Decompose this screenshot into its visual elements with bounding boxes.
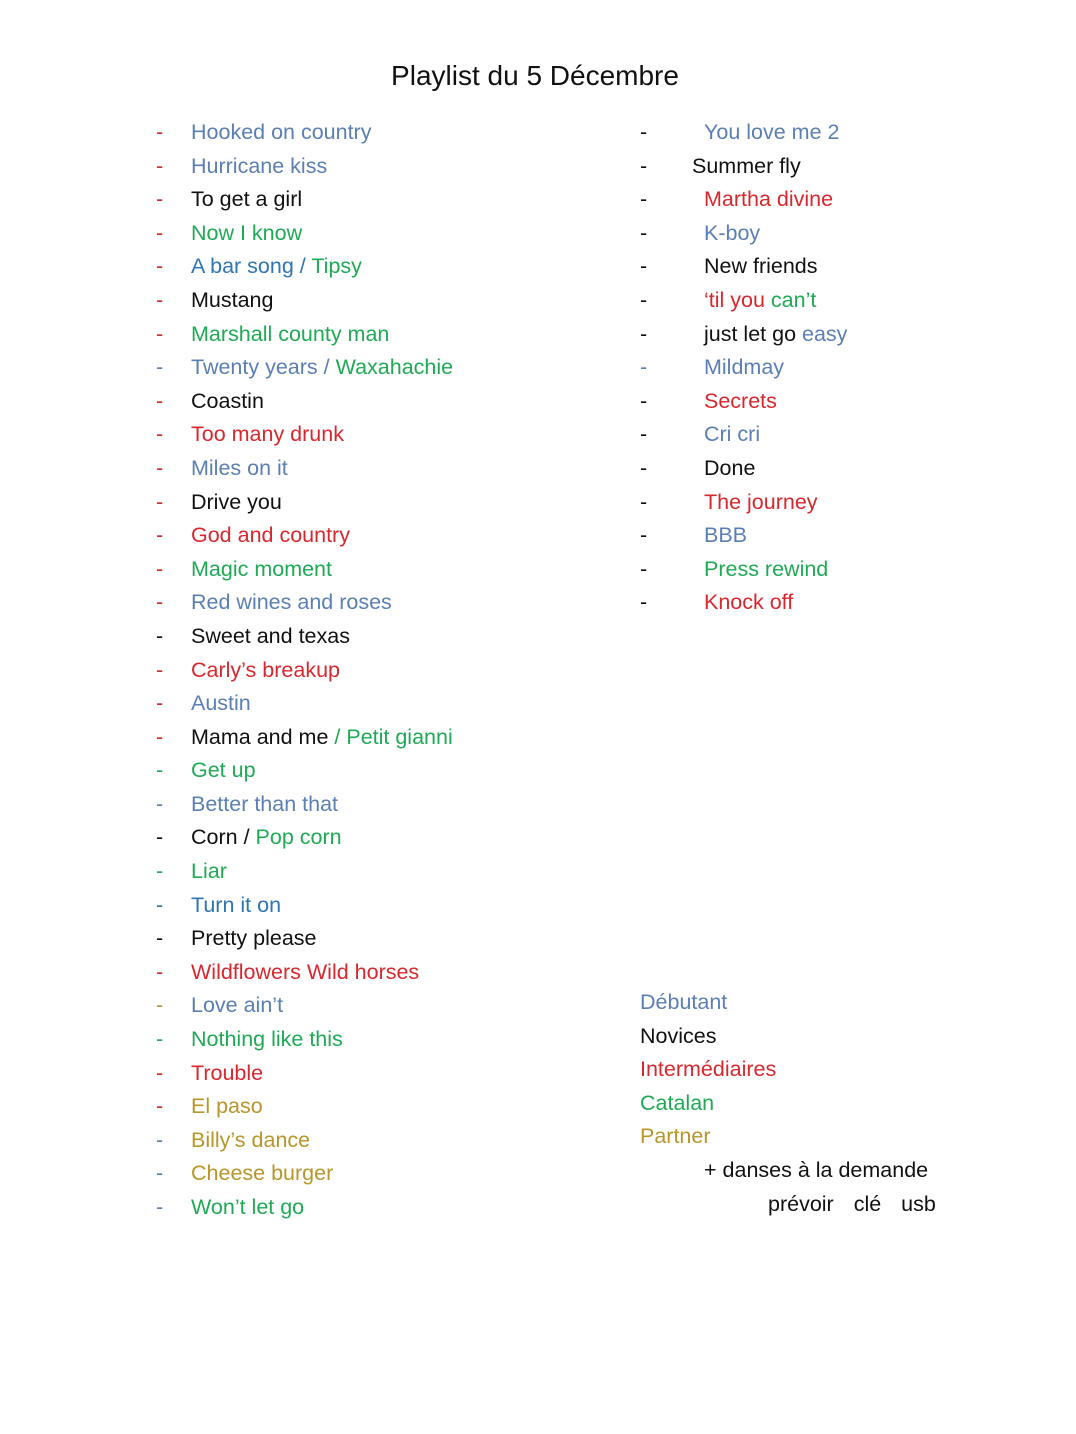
bullet-dash: - [156,1094,164,1119]
bullet-dash: - [156,724,164,749]
bullet-dash: - [156,691,164,716]
song-title-part: Wildflowers Wild horses [191,959,420,984]
bullet-dash: - [156,892,164,917]
song-title [191,116,371,150]
song-title-part: BBB [704,523,748,548]
legend-level-label: Catalan [640,1090,715,1115]
bullet-dash: - [156,489,164,514]
song-title-part: Pretty please [191,926,317,951]
bullet-dash: - [156,590,164,615]
song-title-part: Martha divine [704,187,834,212]
song-title [704,486,818,520]
song-title [191,150,327,184]
bullet-dash: - [640,590,648,615]
bullet-dash: - [640,355,648,380]
bullet-dash: - [156,1195,164,1219]
song-title [191,1191,304,1225]
song-title [191,889,281,923]
song-title [191,385,264,419]
song-title [191,1023,343,1057]
song-title [191,250,362,284]
song-title-part: Mama and me [191,724,335,749]
song-title-part: Cheese burger [191,1161,334,1186]
bullet-dash: - [156,422,164,447]
song-title [191,284,273,318]
song-title-part: To get a girl [191,187,303,212]
song-title-part: Miles on it [191,455,288,480]
song-title [191,217,302,251]
song-title-part: Secrets [704,388,777,413]
song-title-part: K-boy [704,220,761,245]
bullet-dash: - [640,220,648,245]
song-title [191,553,332,587]
song-title-part: Waxahachie [335,355,454,380]
song-title [704,418,760,452]
bullet-dash: - [156,1127,164,1152]
song-title [191,1090,263,1124]
song-title-part: easy [802,321,848,346]
song-title-part: Mildmay [704,355,785,380]
bullet-dash: - [640,388,648,413]
song-title [191,1124,310,1158]
bullet-dash: - [640,422,648,447]
bullet-dash: - [156,926,164,951]
bullet-dash: - [156,153,164,178]
song-title-part: Coastin [191,388,264,413]
song-title [692,150,801,184]
song-title [191,855,227,889]
bullet-dash: - [156,523,164,548]
song-title [191,654,340,688]
note-on-demand: + danses à la demande [704,1157,929,1182]
song-title-part: The journey [704,489,818,514]
song-title [704,250,818,284]
song-title [191,989,283,1023]
bullet-dash: - [640,287,648,312]
song-title-part: Summer fly [692,153,801,178]
bullet-dash: - [156,321,164,346]
bullet-dash: - [156,455,164,480]
song-title-part: Billy’s dance [191,1127,311,1152]
song-title-part: Carly’s breakup [191,657,340,682]
song-title-part: Press rewind [704,556,829,581]
song-title [191,788,338,822]
song-title [191,1057,263,1091]
song-title-part: Red wines and roses [191,590,392,615]
song-title-part: / Petit gianni [334,724,453,749]
bullet-dash: - [640,556,648,581]
bullet-dash: - [640,153,648,178]
song-title-part: ‘til you [704,287,771,312]
legend-level-label: Novices [640,1023,717,1048]
song-title-part: Nothing like this [191,1027,343,1052]
song-title-part: Too many drunk [191,422,344,447]
bullet-dash: - [156,657,164,682]
bullet-dash: - [156,388,164,413]
song-title-part: Cri cri [704,422,761,447]
song-title [191,922,316,956]
bullet-dash: - [640,455,648,480]
song-title-part: Get up [191,758,256,783]
bullet-dash: - [156,993,164,1018]
song-title [704,519,747,553]
song-title [704,553,828,587]
song-title [191,519,350,553]
song-title [704,284,816,318]
legend-level-label: Partner [640,1124,711,1149]
song-title-part: Sweet and texas [191,623,350,648]
bullet-dash: - [156,1161,164,1186]
song-title-part: El paso [191,1094,263,1119]
song-title-part: Hooked on country [191,120,372,144]
song-title-part: Knock off [704,590,794,615]
song-title-part: Marshall county man [191,321,390,346]
song-title [191,620,350,654]
song-title [191,956,419,990]
bullet-dash: - [640,187,648,212]
bullet-dash: - [640,523,648,548]
song-title [704,351,784,385]
song-title [191,486,282,520]
song-title-part: Twenty years / [191,355,336,380]
song-title [704,217,760,251]
song-title [191,351,453,385]
bullet-dash: - [156,791,164,816]
bullet-dash: - [156,1060,164,1085]
song-title [191,452,288,486]
song-title [704,183,833,217]
bullet-dash: - [156,959,164,984]
bullet-dash: - [640,254,648,279]
song-title [191,318,389,352]
page-title: Playlist du 5 Décembre [391,60,679,91]
song-title [704,116,839,150]
song-title-part: Pop corn [255,825,342,850]
bullet-dash: - [640,120,648,144]
song-title-part: A bar song / [191,254,312,279]
song-title [704,318,847,352]
bullet-dash: - [156,220,164,245]
bullet-dash: - [640,489,648,514]
song-title-part: Magic moment [191,556,332,581]
song-title-part: Mustang [191,287,274,312]
song-title [191,821,342,855]
bullet-dash: - [156,287,164,312]
song-title [191,687,251,721]
song-title-part: Corn / [191,825,256,850]
song-title-part: Love ain’t [191,993,284,1018]
song-title-part: Done [704,455,756,480]
song-title-part: You love me 2 [704,120,840,144]
song-title-part: just let go [704,321,802,346]
song-title-part: Hurricane kiss [191,153,328,178]
song-title-part: Turn it on [191,892,282,917]
song-title-part: Drive you [191,489,282,514]
song-title [191,183,302,217]
song-title [191,754,256,788]
legend-level-label: Intermédiaires [640,1057,777,1082]
song-title-part: Trouble [191,1060,264,1085]
song-title [704,385,777,419]
song-title-part: Liar [191,859,227,884]
bullet-dash: - [156,623,164,648]
song-title [704,586,793,620]
song-title-part: God and country [191,523,350,548]
song-title [191,721,453,755]
bullet-dash: - [156,254,164,279]
song-title-part: Now I know [191,220,303,245]
bullet-dash: - [156,556,164,581]
note-usb: prévoir clé usb [768,1191,936,1216]
song-title-part: Won’t let go [191,1195,305,1219]
song-title-part: Austin [191,691,251,716]
song-title-part: Tipsy [311,254,362,279]
song-title-part: can’t [770,287,817,312]
song-title-part: Better than that [191,791,339,816]
song-title-part: New friends [704,254,818,279]
bullet-dash: - [156,825,164,850]
song-title [191,586,392,620]
legend-level-label: Débutant [640,990,728,1014]
song-title [191,418,344,452]
bullet-dash: - [156,120,164,144]
bullet-dash: - [156,1027,164,1052]
song-title [704,452,755,486]
bullet-dash: - [156,758,164,783]
bullet-dash: - [156,187,164,212]
bullet-dash: - [156,355,164,380]
song-title [191,1157,333,1191]
bullet-dash: - [156,859,164,884]
bullet-dash: - [640,321,648,346]
